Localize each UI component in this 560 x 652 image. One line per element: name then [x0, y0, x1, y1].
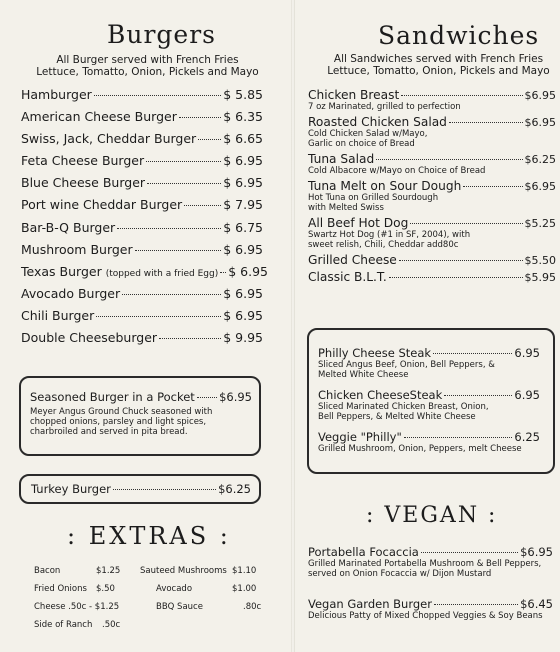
item-price: $5.50: [524, 254, 556, 267]
pocket-burger-box: [19, 376, 261, 456]
leader-dots: [94, 95, 221, 96]
item-name: Classic B.L.T.: [308, 270, 387, 284]
leader-dots: [184, 205, 221, 206]
leader-dots: [410, 223, 522, 224]
extra-item: [34, 620, 124, 638]
description-line: Swartz Hot Dog (#1 in SF, 2004), with: [308, 230, 471, 240]
menu-item: [308, 270, 556, 284]
menu-item: [318, 430, 540, 454]
description-line: Sliced Marinated Chicken Breast, Onion,: [318, 402, 489, 412]
item-name: Roasted Chicken Salad: [308, 115, 447, 129]
turkey-burger-box: [19, 474, 261, 504]
sandwiches-subtitle-line2: Lettuce, Tomatto, Onion, Pickels and Mayo: [327, 65, 550, 77]
item-name: Swiss, Jack, Cheddar Burger: [21, 131, 197, 147]
menu-fold: [291, 0, 295, 652]
item-description: [308, 166, 556, 176]
leader-dots: [421, 552, 518, 553]
item-description: [308, 230, 556, 250]
item-name: Tuna Melt on Sour Dough: [308, 179, 462, 193]
item-price: $6.45: [520, 597, 553, 611]
description-line: Cold Chicken Salad w/Mayo,: [308, 129, 428, 139]
menu-item: [21, 175, 263, 197]
description-line: chopped onions, parsley and light spices,: [30, 417, 207, 427]
leader-dots: [146, 161, 221, 162]
item-name: All Beef Hot Dog: [308, 216, 409, 230]
sandwiches-title: Sandwiches: [378, 21, 540, 50]
menu-item: [21, 330, 263, 352]
leader-dots: [122, 294, 221, 295]
menu-item: [308, 88, 556, 112]
item-price: $6.95: [520, 545, 553, 559]
item-price: $ 7.95: [223, 197, 263, 213]
menu-item: [308, 115, 556, 149]
item-price: $6.25: [218, 482, 251, 496]
leader-dots: [113, 489, 216, 490]
leader-dots: [198, 139, 221, 140]
item-price: $ 6.95: [223, 175, 263, 191]
item-name: Bar-B-Q Burger: [21, 219, 116, 235]
item-price: $ 5.85: [223, 87, 263, 102]
extra-item: [140, 566, 260, 584]
leader-dots: [404, 437, 513, 438]
extra-name: BBQ Sauce: [156, 602, 203, 612]
philly-box: [307, 328, 555, 474]
item-name: Avocado Burger: [21, 285, 121, 301]
description-line: served on Onion Focaccia w/ Dijon Mustard: [308, 569, 492, 579]
item-price: $5.25: [524, 217, 556, 230]
menu-item: [21, 308, 263, 330]
item-name: American Cheese Burger: [21, 109, 177, 125]
menu-item: [21, 87, 263, 109]
extras-title: : EXTRAS :: [67, 522, 231, 550]
leader-dots: [389, 277, 523, 278]
leader-dots: [96, 316, 221, 317]
item-description: [308, 559, 553, 579]
burger-list: [21, 87, 268, 352]
menu-item: [21, 153, 263, 175]
leader-dots: [433, 353, 512, 354]
item-name: Blue Cheese Burger: [21, 175, 146, 191]
item-price: $ 6.95: [228, 263, 268, 279]
extra-price: $.50: [96, 584, 115, 594]
leader-dots: [463, 186, 522, 187]
extra-item: [140, 602, 260, 620]
leader-dots: [399, 260, 523, 261]
menu-item: [21, 131, 263, 153]
sandwiches-subtitle: [316, 53, 560, 77]
item-price: $5.95: [524, 271, 556, 284]
item-name: Philly Cheese Steak: [318, 346, 432, 360]
leader-dots: [449, 122, 523, 123]
item-price: $6.95: [524, 180, 556, 193]
extra-price: .50c: [102, 620, 121, 630]
sandwiches-panel: [296, 0, 560, 652]
leader-dots: [376, 159, 522, 160]
item-description: [30, 407, 252, 437]
item-price: $6.95: [524, 89, 556, 102]
item-name: Mushroom Burger: [21, 241, 133, 257]
leader-dots: [401, 95, 522, 96]
item-price: $ 6.95: [223, 307, 263, 323]
menu-item: [21, 242, 263, 264]
menu-item: [308, 216, 556, 250]
leader-dots: [179, 117, 221, 118]
menu-item: [308, 253, 556, 267]
item-name: Portabella Focaccia: [308, 545, 419, 559]
menu-item: [21, 263, 268, 286]
item-price: $ 6.75: [223, 219, 263, 235]
item-price: $ 6.95: [223, 241, 263, 257]
burgers-subtitle-line1: All Burger served with French Fries: [56, 54, 239, 66]
item-name: Grilled Cheese: [308, 253, 397, 267]
extra-price: $1.25: [96, 566, 121, 576]
item-description: [308, 129, 556, 149]
leader-dots: [434, 604, 518, 605]
item-price: $ 6.95: [223, 285, 263, 301]
turkey-burger-row: [31, 482, 251, 496]
extra-name: Bacon: [34, 566, 61, 576]
item-name: Feta Cheese Burger: [21, 153, 145, 169]
extra-name: Sauteed Mushrooms: [140, 566, 227, 576]
description-line: Hot Tuna on Grilled Sourdough: [308, 193, 439, 203]
item-name: Port wine Cheddar Burger: [21, 197, 183, 213]
item-name: Hamburger: [21, 87, 92, 102]
leader-dots: [444, 395, 512, 396]
item-name: Seasoned Burger in a Pocket: [30, 390, 195, 404]
leader-dots: [159, 338, 221, 339]
item-description: [318, 444, 540, 454]
extra-item: [34, 566, 124, 584]
description-line: Garlic on choice of Bread: [308, 139, 415, 149]
sandwiches-subtitle-line1: All Sandwiches served with French Fries: [333, 53, 544, 65]
extra-price: $1.00: [232, 584, 257, 594]
menu-item: [21, 286, 263, 308]
item-name: Double Cheeseburger: [21, 330, 158, 346]
item-price: $ 6.95: [223, 153, 263, 169]
description-line: charbroiled and served in pita bread.: [30, 427, 188, 437]
extra-name: Fried Onions: [34, 584, 87, 594]
menu-item: [318, 388, 540, 422]
leader-dots: [147, 183, 221, 184]
burgers-subtitle: [20, 54, 275, 78]
item-description: [308, 193, 556, 213]
menu-item: [21, 109, 263, 131]
item-price: $ 9.95: [223, 330, 263, 346]
extra-item: [34, 584, 124, 602]
item-name: Turkey Burger: [31, 482, 111, 496]
extra-item: [34, 602, 124, 620]
item-name-text: Texas Burger: [21, 263, 102, 279]
description-line: Melted White Cheese: [318, 370, 409, 380]
item-name: [21, 264, 218, 279]
extra-item: [140, 584, 260, 602]
extra-name: Avocado: [156, 584, 193, 594]
item-description: [308, 611, 553, 621]
extras-right-column: [140, 566, 260, 620]
description-line: 7 oz Marinated, grilled to perfection: [308, 102, 461, 112]
sandwich-list: [308, 88, 556, 287]
item-price: 6.95: [514, 388, 540, 402]
description-line: Bell Peppers, & Melted White Cheese: [318, 412, 476, 422]
leader-dots: [135, 250, 222, 251]
pocket-burger-row: [30, 390, 252, 404]
menu-item: [308, 179, 556, 213]
description-line: Delicious Patty of Mixed Chopped Veggies & Soy Beans: [308, 611, 543, 621]
menu-item: [308, 597, 553, 621]
item-price: $6.25: [524, 153, 556, 166]
menu-item: [308, 545, 553, 579]
extra-name: Cheese .50c - $1.25: [34, 602, 120, 612]
burgers-subtitle-line2: Lettuce, Tomatto, Onion, Pickels and Mayo: [36, 66, 259, 78]
description-line: with Melted Swiss: [308, 203, 384, 213]
extra-name: Side of Ranch: [34, 620, 93, 630]
description-line: Grilled Mushroom, Onion, Peppers, melt Cheese: [318, 444, 522, 454]
item-price: $6.95: [524, 116, 556, 129]
item-name: Chicken Breast: [308, 88, 400, 102]
leader-dots: [197, 397, 217, 398]
menu-item: [318, 346, 540, 380]
item-description: [318, 360, 540, 380]
description-line: Meyer Angus Ground Chuck seasoned with: [30, 407, 213, 417]
item-description: [308, 102, 556, 112]
item-price: 6.25: [514, 430, 540, 444]
extra-price: $1.10: [232, 566, 257, 576]
item-name: Veggie "Philly": [318, 430, 402, 444]
menu-item: [308, 152, 556, 176]
vegan-title: : VEGAN :: [366, 503, 498, 528]
burgers-title: Burgers: [107, 20, 217, 49]
description-line: Grilled Marinated Portabella Mushroom & Bell Peppers,: [308, 559, 542, 569]
item-description: [318, 402, 540, 422]
description-line: Cold Albacore w/Mayo on Choice of Bread: [308, 166, 486, 176]
menu-item: [21, 197, 263, 219]
item-price: $6.95: [219, 390, 252, 404]
extra-price: .80c: [243, 602, 262, 612]
leader-dots: [220, 272, 226, 273]
extras-left-column: [34, 566, 124, 638]
description-line: sweet relish, Chili, Cheddar add80c: [308, 240, 459, 250]
item-price: 6.95: [514, 346, 540, 360]
item-name: Vegan Garden Burger: [308, 597, 432, 611]
leader-dots: [117, 228, 221, 229]
menu-item: [21, 220, 263, 242]
item-name: Chili Burger: [21, 307, 95, 323]
item-name: Tuna Salad: [308, 152, 375, 166]
item-name: Chicken CheeseSteak: [318, 388, 443, 402]
description-line: Sliced Angus Beef, Onion, Bell Peppers, &: [318, 360, 495, 370]
item-price: $ 6.65: [223, 131, 263, 147]
item-price: $ 6.35: [223, 109, 263, 125]
item-note: (topped with a fried Egg): [105, 268, 219, 279]
